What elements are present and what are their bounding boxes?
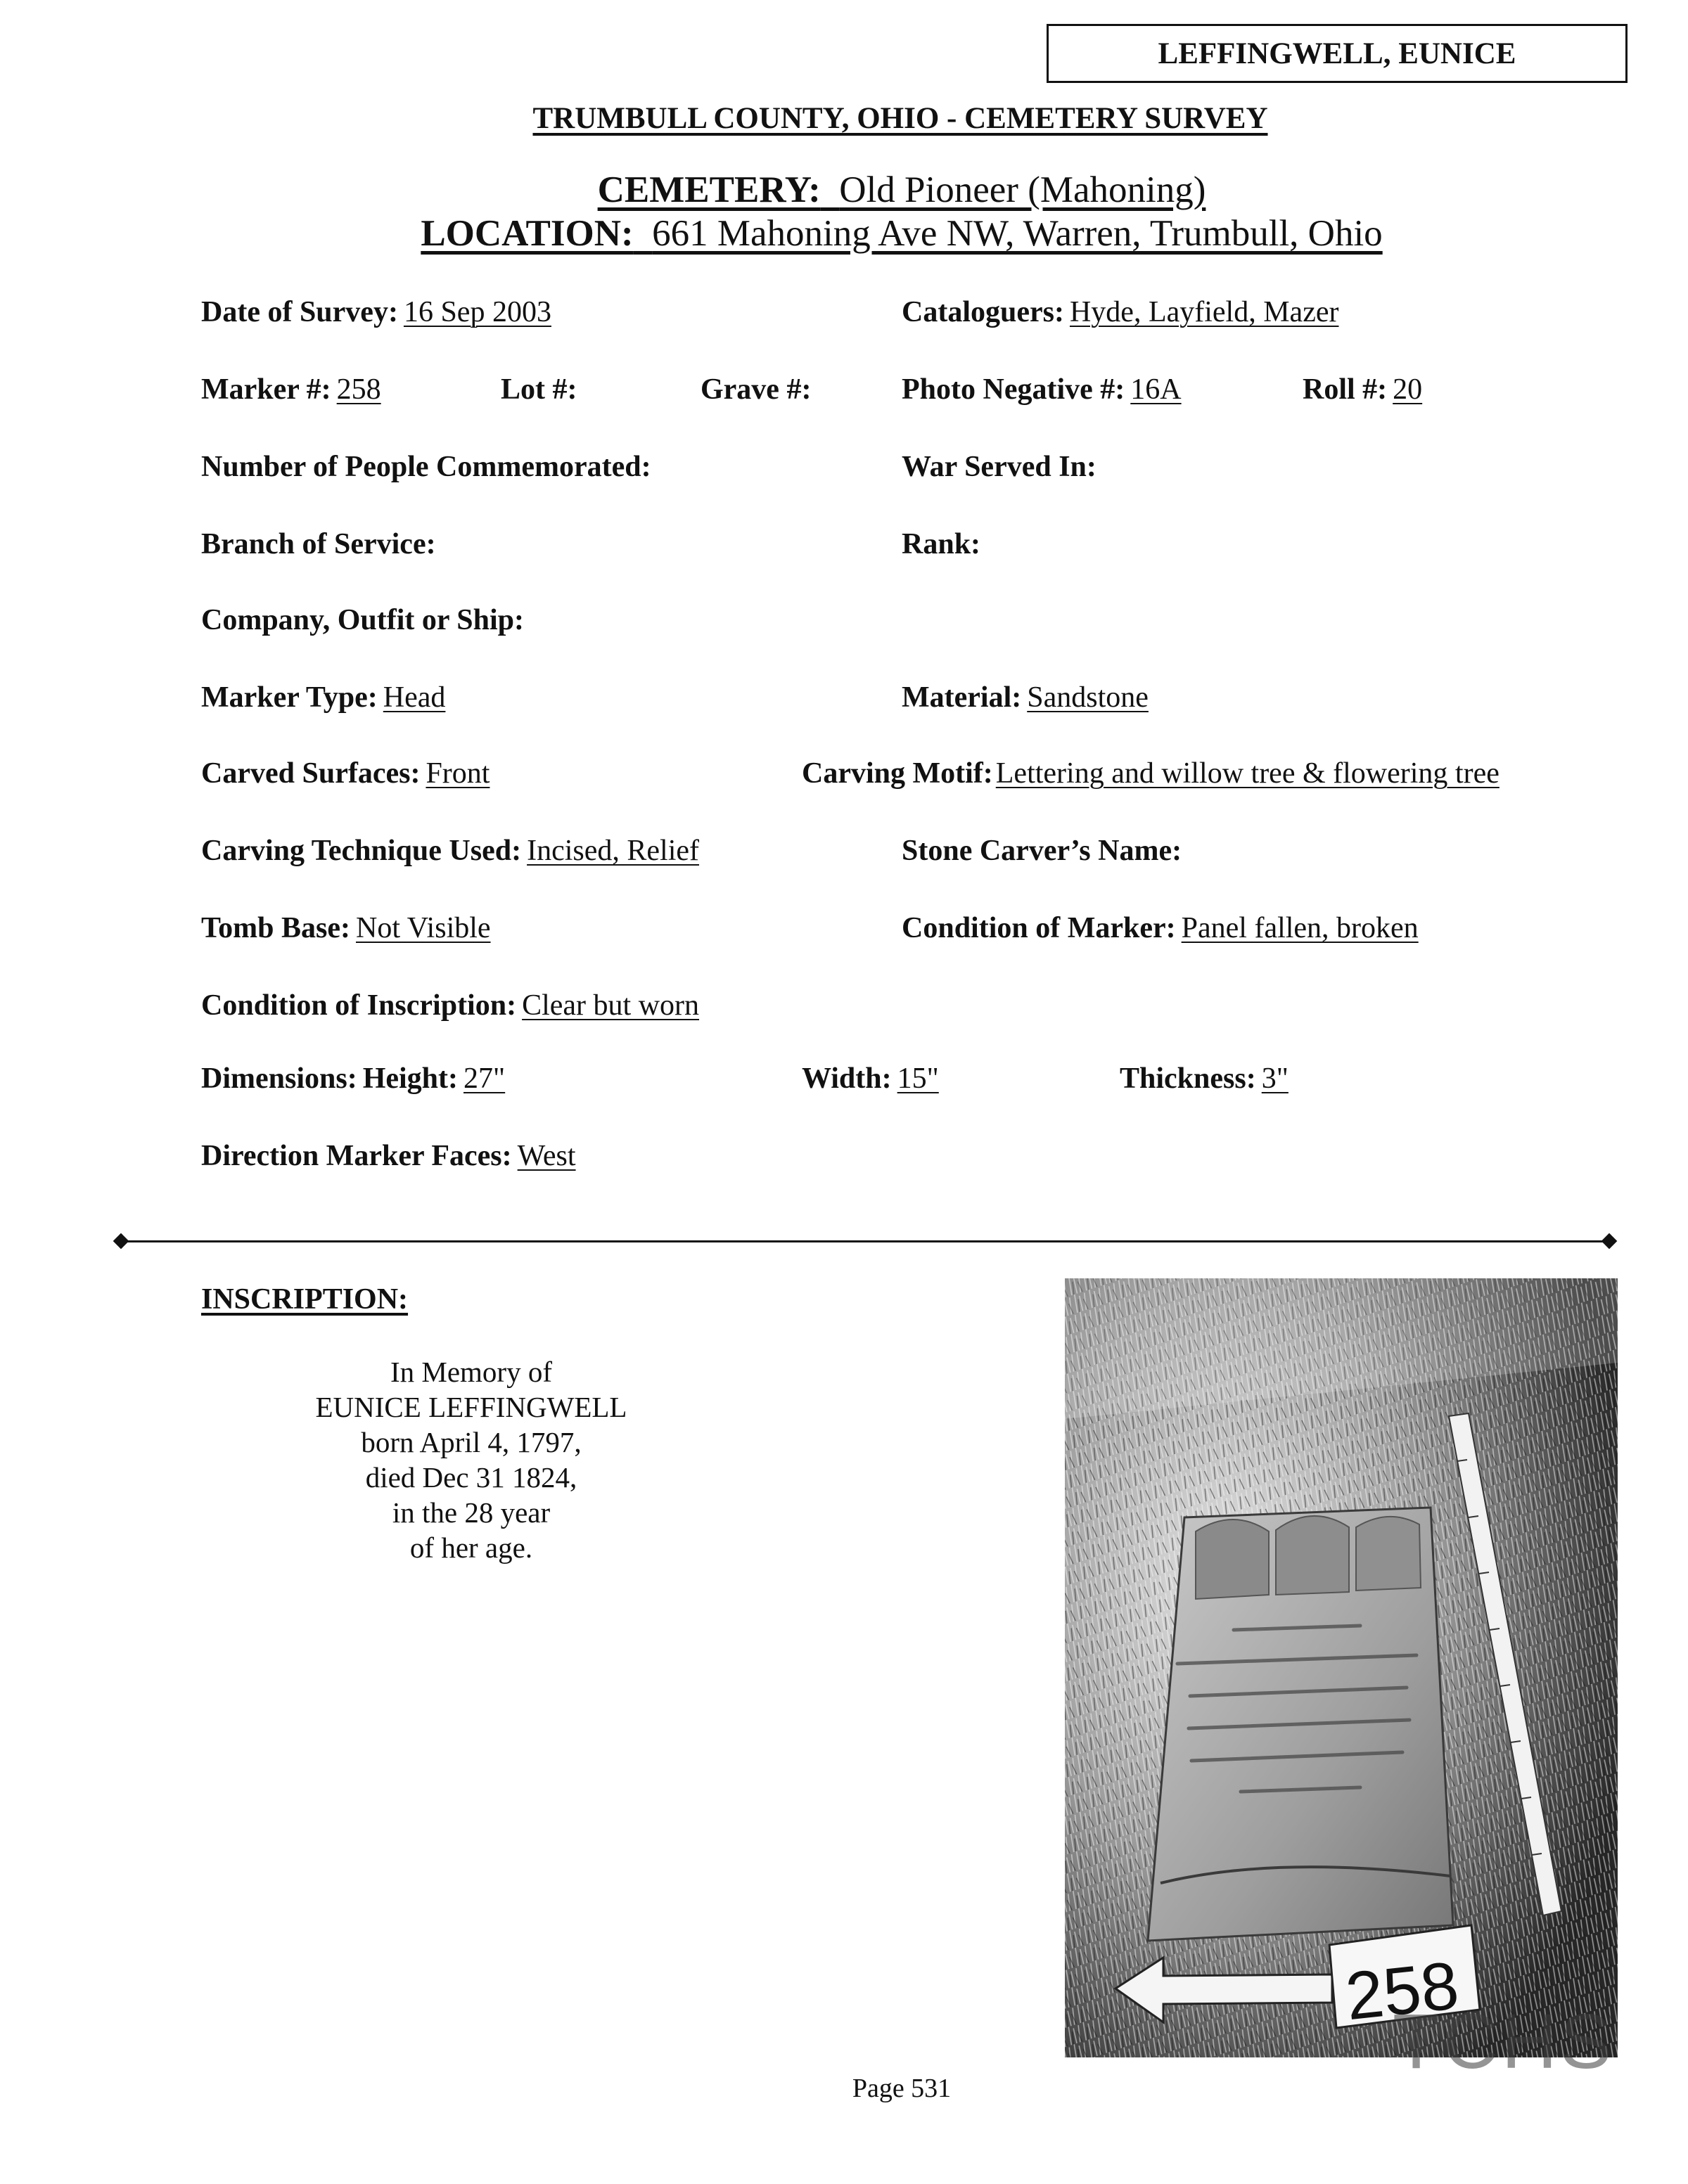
- marker-type-field: [201, 681, 445, 714]
- dimensions-field: [201, 1062, 505, 1096]
- condition-marker-field: [902, 911, 1419, 945]
- marker-number-value: 258: [336, 373, 381, 406]
- roll-number-field: [1303, 373, 1422, 406]
- marker-type-value: Head: [383, 681, 446, 714]
- lot-number-field: [501, 373, 577, 406]
- carving-technique-field: [201, 834, 699, 868]
- width-field: [802, 1062, 939, 1096]
- carved-surfaces-field: [201, 757, 490, 790]
- inscription-line: born April 4, 1797,: [361, 1426, 582, 1458]
- company-field: [201, 603, 524, 637]
- condition-marker-value: Panel fallen, broken: [1181, 912, 1419, 944]
- carved-surfaces-label: Carved Surfaces:: [201, 757, 421, 790]
- condition-marker-label: Condition of Marker:: [902, 912, 1176, 944]
- people-commemorated-label: Number of People Commemorated:: [201, 451, 651, 483]
- photo-negative-value: 16A: [1130, 373, 1182, 406]
- thickness-label: Thickness:: [1120, 1062, 1256, 1095]
- rank-label: Rank:: [902, 528, 981, 560]
- cemetery-label: CEMETERY:: [597, 169, 821, 210]
- cemetery-line: [0, 169, 1688, 211]
- location-line: [0, 212, 1688, 255]
- branch-of-service-label: Branch of Service:: [201, 528, 436, 560]
- survey-title: TRUMBULL COUNTY, OHIO - CEMETERY SURVEY: [532, 102, 1268, 135]
- location-value: 661 Mahoning Ave NW, Warren, Trumbull, Ohio: [652, 213, 1383, 254]
- lot-number-label: Lot #:: [501, 373, 577, 406]
- stone-carver-label: Stone Carver’s Name:: [902, 835, 1182, 867]
- tomb-base-value: Not Visible: [356, 912, 491, 944]
- gravestone-photo: [1065, 1278, 1618, 2057]
- cataloguers-value: Hyde, Layfield, Mazer: [1069, 296, 1339, 328]
- tomb-base-field: [201, 911, 491, 945]
- divider-right-diamond: [1601, 1233, 1618, 1250]
- direction-value: West: [517, 1140, 576, 1172]
- inscription-line: died Dec 31 1824,: [365, 1461, 577, 1494]
- material-label: Material:: [902, 681, 1022, 714]
- carved-surfaces-value: Front: [426, 757, 490, 790]
- inscription-line: of her age.: [409, 1531, 533, 1564]
- tchs-watermark: TCHS: [1393, 1998, 1615, 2085]
- inscription-text: [267, 1354, 675, 1565]
- rank-field: [902, 527, 980, 561]
- inscription-line: In Memory of: [390, 1356, 552, 1388]
- date-of-survey-value: 16 Sep 2003: [403, 296, 551, 328]
- company-label: Company, Outfit or Ship:: [201, 604, 524, 636]
- carving-technique-value: Incised, Relief: [527, 835, 699, 867]
- width-value: 15": [897, 1062, 939, 1095]
- name-box: LEFFINGWELL, EUNICE: [1047, 24, 1628, 83]
- marker-number-label: Marker #:: [201, 373, 331, 406]
- tomb-base-label: Tomb Base:: [201, 912, 350, 944]
- carving-motif-value: Lettering and willow tree & flowering tree: [995, 757, 1500, 790]
- roll-number-label: Roll #:: [1303, 373, 1388, 406]
- stone-carver-field: [902, 834, 1182, 868]
- roll-number-value: 20: [1393, 373, 1423, 406]
- width-label: Width:: [802, 1062, 892, 1095]
- carving-technique-label: Carving Technique Used:: [201, 835, 522, 867]
- cataloguers-field: [902, 295, 1338, 329]
- cemetery-value: Old Pioneer (Mahoning): [839, 169, 1206, 210]
- height-value: 27": [463, 1062, 506, 1095]
- branch-of-service-field: [201, 527, 436, 561]
- inscription-line: in the 28 year: [392, 1496, 551, 1529]
- location-label: LOCATION:: [421, 213, 634, 254]
- carving-motif-label: Carving Motif:: [802, 757, 993, 790]
- direction-field: [201, 1139, 576, 1173]
- condition-inscription-field: [201, 989, 699, 1022]
- marker-number-field: [201, 373, 381, 406]
- page-number: Page 531: [852, 2074, 952, 2103]
- photo-negative-label: Photo Negative #:: [902, 373, 1125, 406]
- inscription-line: EUNICE LEFFINGWELL: [315, 1391, 627, 1423]
- cataloguers-label: Cataloguers:: [902, 296, 1064, 328]
- date-of-survey-label: Date of Survey:: [201, 296, 398, 328]
- material-field: [902, 681, 1149, 714]
- height-label: Height:: [362, 1062, 459, 1095]
- direction-label: Direction Marker Faces:: [201, 1140, 512, 1172]
- war-served-field: [902, 450, 1096, 484]
- carving-motif-field: [802, 757, 1500, 790]
- condition-inscription-label: Condition of Inscription:: [201, 989, 517, 1022]
- date-of-survey-field: [201, 295, 551, 329]
- condition-inscription-value: Clear but worn: [522, 989, 700, 1022]
- material-value: Sandstone: [1027, 681, 1149, 714]
- grave-number-label: Grave #:: [701, 373, 812, 406]
- thickness-field: [1120, 1062, 1289, 1096]
- dimensions-label: Dimensions:: [201, 1062, 357, 1095]
- section-divider: [121, 1240, 1609, 1242]
- photo-negative-field: [902, 373, 1182, 406]
- gravestone-photo-graphic: [1065, 1278, 1618, 2057]
- war-served-label: War Served In:: [902, 451, 1096, 483]
- marker-number-sign: 258: [1342, 1948, 1462, 2035]
- thickness-value: 3": [1261, 1062, 1289, 1095]
- grave-number-field: [701, 373, 811, 406]
- people-commemorated-field: [201, 450, 651, 484]
- inscription-heading: INSCRIPTION:: [201, 1283, 409, 1316]
- marker-type-label: Marker Type:: [201, 681, 378, 714]
